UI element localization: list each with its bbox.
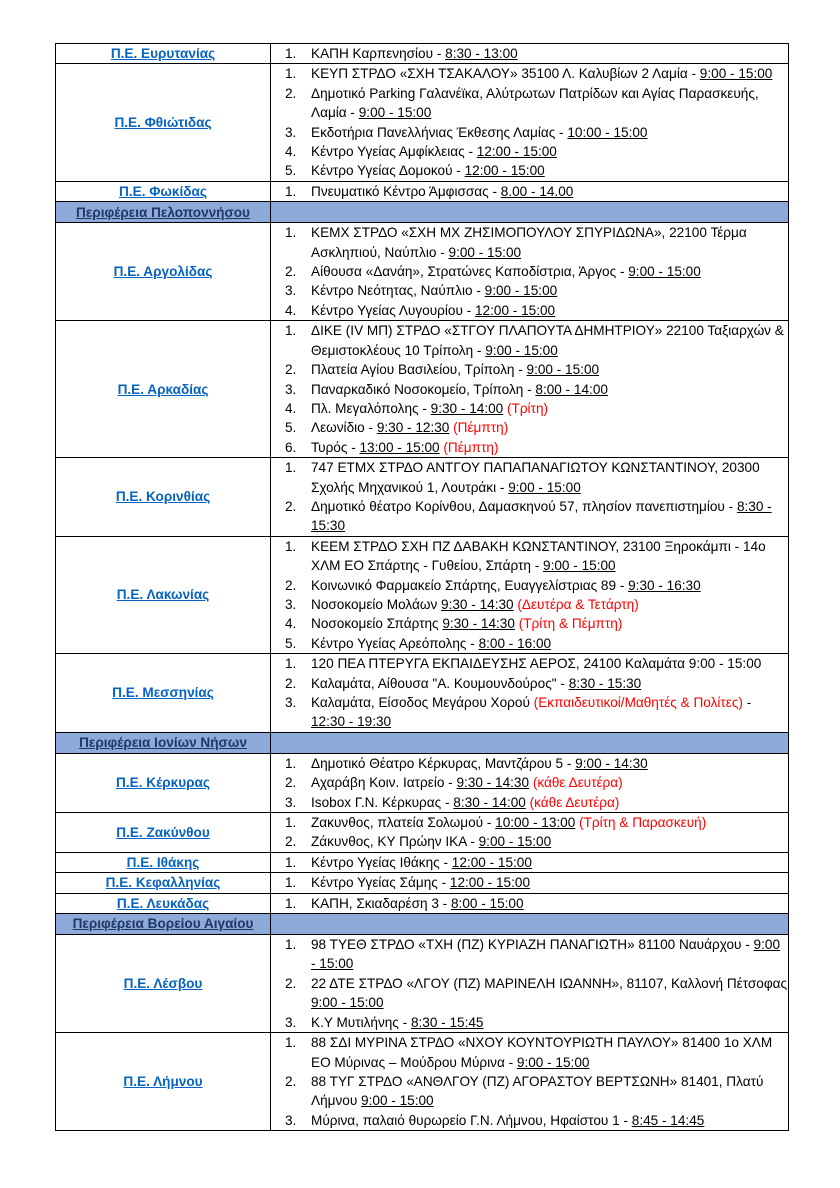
day-note: (Πέμπτη) (449, 420, 509, 436)
location-item (271, 813, 788, 832)
location-item (271, 380, 788, 399)
region-name-cell (56, 1033, 271, 1131)
location-item-text (311, 614, 788, 633)
location-item (271, 1111, 788, 1130)
region-row (56, 852, 789, 872)
location-text: ΚΑΠΗ Καρπενησίου - (311, 46, 446, 61)
location-item (271, 182, 788, 201)
location-item-number: 1. (285, 225, 297, 241)
location-item-text (311, 873, 788, 892)
region-row (56, 893, 789, 913)
regional-locations-table (55, 43, 789, 1131)
time-range: 8:00 - 16:00 (478, 635, 552, 651)
region-group-header-cell (56, 202, 271, 223)
location-item-text (311, 360, 788, 379)
location-text: Δημοτικό Parking Γαλανέϊκα, Αλύτρωτων Πατρίδων και Αγίας Παρασκευής, Λαμία - (311, 85, 759, 121)
time-range: 9:00 - 15:00 (311, 937, 781, 972)
location-text: ΚΕΕΜ ΣΤΡΔΟ ΣΧΗ ΠΖ ΔΑΒΑΚΗ ΚΩΝΣΤΑΝΤΙΝΟΥ, 23100 Ξηροκάμπι - 14ο ΧΛΜ ΕΟ Σπάρτης - Γυθείου, Σπάρτη - (311, 538, 766, 574)
location-item-number: 2. (285, 775, 297, 791)
location-item (271, 793, 788, 812)
time-range: 8:30 - 15:30 (568, 675, 642, 691)
location-text: Δημοτικό θέατρο Κορίνθου, Δαμασκηνού 57, πλησίον πανεπιστημίου - (311, 498, 737, 514)
location-item (271, 418, 788, 437)
region-link[interactable]: Π.Ε. Λακωνίας (116, 587, 210, 603)
time-range: 8:00 - 15:00 (451, 895, 524, 911)
location-item-number: 6. (285, 439, 297, 455)
region-name-cell (56, 536, 271, 653)
location-item-text (311, 832, 788, 851)
location-text: 747 ΕΤΜΧ ΣΤΡΔΟ ΑΝΤΓΟΥ ΠΑΠΑΠΑΝΑΓΙΩΤΟΥ ΚΩΝΣΤΑΝΤΙΝΟΥ, 20300 Σχολής Μηχανικού 1, Λουτράκι - (311, 460, 760, 495)
location-item-text (311, 654, 788, 673)
location-item (271, 161, 788, 180)
locations-cell (271, 873, 789, 893)
region-link[interactable]: Π.Ε. Λευκάδας (116, 895, 210, 911)
location-item-text (311, 380, 788, 399)
locations-cell (271, 813, 789, 853)
location-item-number: 1. (285, 875, 297, 891)
locations-cell (271, 852, 789, 872)
location-item-number: 3. (285, 283, 297, 299)
location-item (271, 935, 788, 974)
location-item-number: 3. (285, 381, 297, 397)
location-item (271, 281, 788, 300)
day-note: (Εκπαιδευτικοί/Μαθητές & Πολίτες) (533, 695, 743, 710)
location-item-text (311, 754, 788, 773)
location-text: Νοσοκομείο Σπάρτης (311, 616, 443, 632)
location-item-text (311, 793, 788, 812)
location-text: Ζακυνθος, πλατεία Σολωμού - (311, 815, 496, 831)
location-item-text (311, 1033, 788, 1072)
day-note: (Πέμπτη) (439, 439, 499, 455)
locations-cell (271, 1033, 789, 1131)
time-range: 9:00 - 15:00 (516, 1054, 590, 1070)
time-range: 8:30 - 15:30 (311, 498, 772, 534)
location-item (271, 123, 788, 142)
location-item-number: 1. (285, 895, 297, 911)
location-item-number: 4. (285, 616, 297, 632)
region-group-header-spacer-cell (271, 732, 789, 753)
location-text: Παναρκαδικό Νοσοκομείο, Τρίπολη - (311, 381, 536, 397)
location-text: ΚΕΥΠ ΣΤΡΔΟ «ΣΧΗ ΤΣΑΚΑΛΟΥ» 35100 Λ. Καλυβίων 2 Λαμία - (311, 66, 700, 82)
location-item (271, 321, 788, 360)
location-item-number: 1. (285, 460, 297, 476)
region-name-cell (56, 753, 271, 812)
region-row (56, 935, 789, 1033)
location-item-number: 1. (285, 66, 297, 82)
region-row (56, 64, 789, 181)
region-name-cell (56, 873, 271, 893)
time-range: 9:30 - 14:00 (430, 400, 504, 416)
location-text: Καλαμάτα, Αίθουσα "Α. Κουμουνδούρος" - (311, 675, 569, 691)
location-item-number: 4. (285, 302, 297, 318)
location-text: 120 ΠΕΑ ΠΤΕΡΥΓΑ ΕΚΠΑΙΔΕΥΣΗΣ ΑΕΡΟΣ, 24100 Καλαμάτα 9:00 - 15:00 (311, 656, 762, 672)
location-text: Λεωνίδιο - (311, 420, 377, 436)
location-item (271, 1072, 788, 1111)
region-row (56, 321, 789, 458)
time-range: 8:30 - 15:45 (410, 1014, 484, 1030)
location-text: Αίθουσα «Δανάη», Στρατώνες Καποδίστρια, Άργος - (311, 264, 629, 280)
location-item-text (311, 935, 788, 974)
region-row (56, 1033, 789, 1131)
location-text: Μύρινα, παλαιό θυρωρείο Γ.Ν. Λήμνου, Ηφαίστου 1 - (311, 1112, 632, 1128)
location-item-text (311, 497, 788, 536)
location-item-text (311, 576, 788, 595)
time-range: 8:00 - 14:00 (535, 381, 608, 397)
time-range: 8.00 - 14.00 (500, 183, 574, 199)
locations-cell (271, 654, 789, 733)
location-text: Κέντρο Υγείας Αρεόπολης - (311, 635, 479, 651)
location-item-text (311, 301, 788, 320)
region-link[interactable]: Π.Ε. Φωκίδας (119, 183, 207, 199)
region-row (56, 44, 789, 64)
region-group-header-row (56, 732, 789, 753)
region-link[interactable]: Π.Ε. Ευρυτανίας (110, 46, 216, 61)
time-range: 9:00 - 15:00 (526, 362, 600, 378)
time-range: 9:00 - 15:00 (358, 105, 432, 121)
location-item-number: 1. (285, 323, 297, 339)
location-item-number: 2. (285, 362, 297, 378)
location-item-number: 5. (285, 635, 297, 651)
location-text: Νοσοκομείο Μολάων (311, 596, 442, 612)
location-item-text (311, 1013, 788, 1032)
location-text: ΚΑΠΗ, Σκιαδαρέση 3 - (311, 895, 451, 911)
location-text: Καλαμάτα, Είσοδος Μεγάρου Χορού (311, 695, 534, 710)
location-item-number: 1. (285, 1035, 297, 1051)
location-item-text (311, 262, 788, 281)
region-name-cell (56, 813, 271, 853)
time-range: 12:00 - 15:00 (451, 854, 532, 870)
location-item (271, 595, 788, 614)
time-range: 8:30 - 13:00 (445, 46, 518, 61)
location-item-number: 5. (285, 420, 297, 436)
locations-cell (271, 44, 789, 64)
location-item-text (311, 281, 788, 300)
time-range: 9:00 - 15:00 (628, 264, 701, 280)
locations-cell (271, 536, 789, 653)
locations-cell (271, 458, 789, 537)
location-item-text (311, 595, 788, 614)
location-item (271, 1013, 788, 1032)
location-item-text (311, 1111, 788, 1130)
location-item-number: 3. (285, 596, 297, 612)
location-text: Κ.Υ Μυτιλήνης - (311, 1014, 411, 1030)
location-text: Πλ. Μεγαλόπολης - (311, 400, 431, 416)
location-item (271, 301, 788, 320)
region-group-header-cell (56, 732, 271, 753)
location-item (271, 654, 788, 673)
region-name-cell (56, 458, 271, 537)
region-group-title: Περιφέρεια Ιονίων Νήσων (79, 735, 247, 751)
location-item-text (311, 674, 788, 693)
location-item-text (311, 813, 788, 832)
locations-cell (271, 223, 789, 321)
location-text: Τυρός - (311, 439, 360, 455)
region-name-cell (56, 654, 271, 733)
region-group-header-row (56, 914, 789, 935)
time-range: 9:00 - 14:30 (575, 755, 648, 771)
location-item (271, 84, 788, 123)
time-range: 9:30 - 14:30 (442, 616, 515, 632)
day-note: (Δευτέρα & Τετάρτη) (513, 596, 639, 612)
time-range: 12:00 - 15:00 (476, 144, 557, 160)
time-range: 9:30 - 14:30 (456, 775, 530, 791)
region-row (56, 753, 789, 812)
location-text: Κοινωνικό Φαρμακείο Σπάρτης, Ευαγγελίστριας 89 - (311, 577, 629, 593)
region-name-cell (56, 321, 271, 458)
time-range: 12:00 - 15:00 (474, 302, 556, 318)
location-item-text (311, 223, 788, 262)
location-item (271, 64, 788, 83)
location-item (271, 773, 788, 792)
region-name-cell (56, 223, 271, 321)
location-item-text (311, 1072, 788, 1111)
location-item (271, 458, 788, 497)
location-item-number: 2. (285, 675, 297, 691)
location-item-text (311, 142, 788, 161)
region-name-cell (56, 181, 271, 201)
location-item (271, 873, 788, 892)
time-range: 9:00 - 15:00 (699, 66, 773, 82)
day-note: (Τρίτη & Πέμπτη) (514, 616, 623, 632)
time-range: 12:00 - 15:00 (449, 875, 531, 891)
location-item-number: 3. (285, 695, 297, 710)
location-item-text (311, 974, 788, 1013)
region-name-cell (56, 64, 271, 181)
location-item-text (311, 537, 788, 576)
location-item-number: 2. (285, 85, 297, 101)
location-item-text (311, 693, 788, 732)
location-item-number: 3. (285, 1014, 297, 1030)
location-item-number: 1. (285, 815, 297, 831)
location-item-text (311, 773, 788, 792)
location-item-number: 1. (285, 46, 297, 61)
location-item-text (311, 161, 788, 180)
location-item-text (311, 438, 788, 457)
locations-cell (271, 935, 789, 1033)
location-text: Isobox Γ.Ν. Κέρκυρας - (311, 794, 454, 810)
location-item-number: 1. (285, 854, 297, 870)
day-note: (κάθε Δευτέρα) (525, 794, 620, 810)
location-item-number: 1. (285, 183, 297, 199)
location-text: ΚΕΜΧ ΣΤΡΔΟ «ΣΧΗ ΜΧ ΖΗΣΙΜΟΠΟΥΛΟΥ ΣΠΥΡΙΔΩΝΑ», 22100 Τέρμα Ασκληπιού, Ναύπλιο - (311, 225, 747, 260)
region-row (56, 873, 789, 893)
location-item (271, 576, 788, 595)
region-link[interactable]: Π.Ε. Ζακύνθου (116, 824, 210, 840)
location-item-text (311, 84, 788, 123)
location-item (271, 974, 788, 1013)
region-row (56, 181, 789, 201)
location-item-number: 1. (285, 937, 297, 953)
region-group-header-spacer-cell (271, 202, 789, 223)
location-item (271, 223, 788, 262)
location-item (271, 438, 788, 457)
location-text: 88 ΣΔΙ ΜΥΡΙΝΑ ΣΤΡΔΟ «ΝΧΟΥ ΚΟΥΝΤΟΥΡΙΩΤΗ ΠΑΥΛΟΥ» 81400 1ο ΧΛΜ ΕΟ Μύρινας – Μούδρου Μύρινα - (311, 1035, 773, 1070)
location-item-text (311, 418, 788, 437)
time-range: 9:00 - 15:00 (311, 995, 384, 1011)
location-item-text (311, 458, 788, 497)
region-group-header-spacer-cell (271, 914, 789, 935)
location-item-number: 1. (285, 755, 297, 771)
location-item-number: 3. (285, 1112, 297, 1128)
location-item-text (311, 894, 788, 913)
time-range: 8:30 - 14:00 (453, 794, 526, 810)
location-item-text (311, 634, 788, 653)
location-item-number: 2. (285, 1073, 297, 1089)
location-item-number: 2. (285, 264, 297, 280)
location-text: 88 ΤΥΓ ΣΤΡΔΟ «ΑΝΘΛΓΟΥ (ΠΖ) ΑΓΟΡΑΣΤΟΥ ΒΕΡΤΣΩΝΗ» 81401, Πλατύ Λήμνου (311, 1073, 764, 1109)
day-note: (Τρίτη & Παρασκευή) (575, 815, 707, 831)
region-group-title: Περιφέρεια Πελοποννήσου (76, 204, 250, 220)
location-item-number: 2. (285, 834, 297, 850)
locations-cell (271, 64, 789, 181)
location-item-text (311, 64, 788, 83)
time-range: 12:30 - 19:30 (311, 714, 392, 730)
location-item (271, 537, 788, 576)
region-row (56, 813, 789, 853)
locations-cell (271, 893, 789, 913)
location-item (271, 399, 788, 418)
time-range: 9:30 - 12:30 (376, 420, 450, 436)
locations-cell (271, 321, 789, 458)
region-name-cell (56, 893, 271, 913)
location-item-number: 4. (285, 144, 297, 160)
day-note: (κάθε Δευτέρα) (529, 775, 623, 791)
region-row (56, 536, 789, 653)
region-name-cell (56, 44, 271, 64)
region-link[interactable]: Π.Ε. Αρκαδίας (117, 381, 209, 397)
location-item-text (311, 399, 788, 418)
time-range: 9:30 - 16:30 (628, 577, 701, 593)
time-range: 13:00 - 15:00 (359, 439, 440, 455)
location-item (271, 142, 788, 161)
region-link[interactable]: Π.Ε. Ιθάκης (126, 854, 200, 870)
region-row (56, 223, 789, 321)
region-row (56, 654, 789, 733)
location-item (271, 754, 788, 773)
region-group-header-row (56, 202, 789, 223)
location-text: Πνευματικό Κέντρο Άμφισσας - (311, 183, 501, 199)
region-link[interactable]: Π.Ε. Αργολίδας (113, 264, 213, 280)
time-range: 9:00 - 15:00 (448, 244, 522, 260)
location-text: - (742, 695, 752, 710)
location-item-text (311, 182, 788, 201)
region-link[interactable]: Π.Ε. Φθιώτιδας (114, 114, 212, 130)
region-link[interactable]: Π.Ε. Κέρκυρας (116, 775, 210, 791)
location-item-number: 3. (285, 124, 297, 140)
location-item (271, 1033, 788, 1072)
location-item (271, 894, 788, 913)
location-item (271, 262, 788, 281)
location-item (271, 44, 788, 63)
location-text: 98 ΤΥΕΘ ΣΤΡΔΟ «ΤΧΗ (ΠΖ) ΚΥΡΙΑΖΗ ΠΑΝΑΓΙΩΤΗ» 81100 Ναυάρχου - (311, 937, 754, 953)
location-item (271, 674, 788, 693)
region-link[interactable]: Π.Ε. Λήμνου (123, 1073, 203, 1089)
location-text: Αχαράβη Κοιν. Ιατρείο - (311, 775, 457, 791)
region-row (56, 458, 789, 537)
time-range: 8:45 - 14:45 (631, 1112, 705, 1128)
location-item-text (311, 321, 788, 360)
location-text: Κέντρο Υγείας Αμφίκλειας - (311, 144, 477, 160)
location-item (271, 634, 788, 653)
location-text: 22 ΔΤΕ ΣΤΡΔΟ «ΛΓΟΥ (ΠΖ) ΜΑΡΙΝΕΛΗ ΙΩΑΝΝΗ», 81107, Καλλονή Πέτσοφας (311, 975, 788, 991)
time-range: 12:00 - 15:00 (464, 163, 545, 179)
time-range: 9:00 - 15:00 (361, 1093, 434, 1109)
region-group-title: Περιφέρεια Βορείου Αιγαίου (72, 916, 254, 932)
location-item-number: 4. (285, 400, 297, 416)
time-range: 9:00 - 15:00 (485, 342, 558, 358)
location-text: Κέντρο Νεότητας, Ναύπλιο - (311, 283, 485, 299)
region-link[interactable]: Π.Ε. Κορινθίας (115, 489, 211, 505)
location-text: Εκδοτήρια Πανελλήνιας Έκθεσης Λαμίας - (311, 124, 568, 140)
location-item (271, 693, 788, 732)
location-item-number: 1. (285, 538, 297, 554)
time-range: 10:00 - 13:00 (495, 815, 576, 831)
time-range: 9:30 - 14:30 (441, 596, 514, 612)
day-note: (Τρίτη) (503, 400, 549, 416)
region-group-header-cell (56, 914, 271, 935)
location-item-number: 5. (285, 163, 297, 179)
time-range: 9:00 - 15:00 (508, 479, 581, 495)
location-item-number: 2. (285, 498, 297, 514)
location-item (271, 497, 788, 536)
regional-locations-table-body (56, 44, 789, 1131)
location-text: ΔΙΚΕ (IV ΜΠ) ΣΤΡΔΟ «ΣΤΓΟΥ ΠΛΑΠΟΥΤΑ ΔΗΜΗΤΡΙΟΥ» 22100 Ταξιαρχών & Θεμιστοκλέους 10 Τρίπολη - (311, 323, 784, 358)
location-item-text (311, 853, 788, 872)
location-text: Δημοτικό Θέατρο Κέρκυρας, Μαντζάρου 5 - (311, 755, 576, 771)
region-link[interactable]: Π.Ε. Λέσβου (123, 975, 203, 991)
time-range: 10:00 - 15:00 (567, 124, 648, 140)
location-text: Κέντρο Υγείας Λυγουρίου - (311, 302, 475, 318)
location-item-number: 2. (285, 577, 297, 593)
location-item-number: 2. (285, 975, 297, 991)
locations-cell (271, 753, 789, 812)
location-item-number: 1. (285, 656, 297, 672)
time-range: 9:00 - 15:00 (478, 834, 552, 850)
time-range: 9:00 - 15:00 (484, 283, 558, 299)
locations-cell (271, 181, 789, 201)
location-item (271, 853, 788, 872)
region-link[interactable]: Π.Ε. Μεσσηνίας (112, 685, 214, 701)
region-name-cell (56, 852, 271, 872)
region-name-cell (56, 935, 271, 1033)
location-text: Πλατεία Αγίου Βασιλείου, Τρίπολη - (311, 362, 527, 378)
location-item-text (311, 44, 788, 63)
location-text: Κέντρο Υγείας Σάμης - (311, 875, 450, 891)
location-text: Κέντρο Υγείας Δομοκού - (311, 163, 465, 179)
location-text: Ζάκυνθος, ΚΥ Πρώην ΙΚΑ - (311, 834, 479, 850)
location-text: Κέντρο Υγείας Ιθάκης - (311, 854, 452, 870)
location-item-text (311, 123, 788, 142)
location-item (271, 614, 788, 633)
location-item (271, 832, 788, 851)
region-link[interactable]: Π.Ε. Κεφαλληνίας (105, 875, 221, 891)
location-item (271, 360, 788, 379)
time-range: 9:00 - 15:00 (543, 558, 616, 574)
location-item-number: 3. (285, 794, 297, 810)
